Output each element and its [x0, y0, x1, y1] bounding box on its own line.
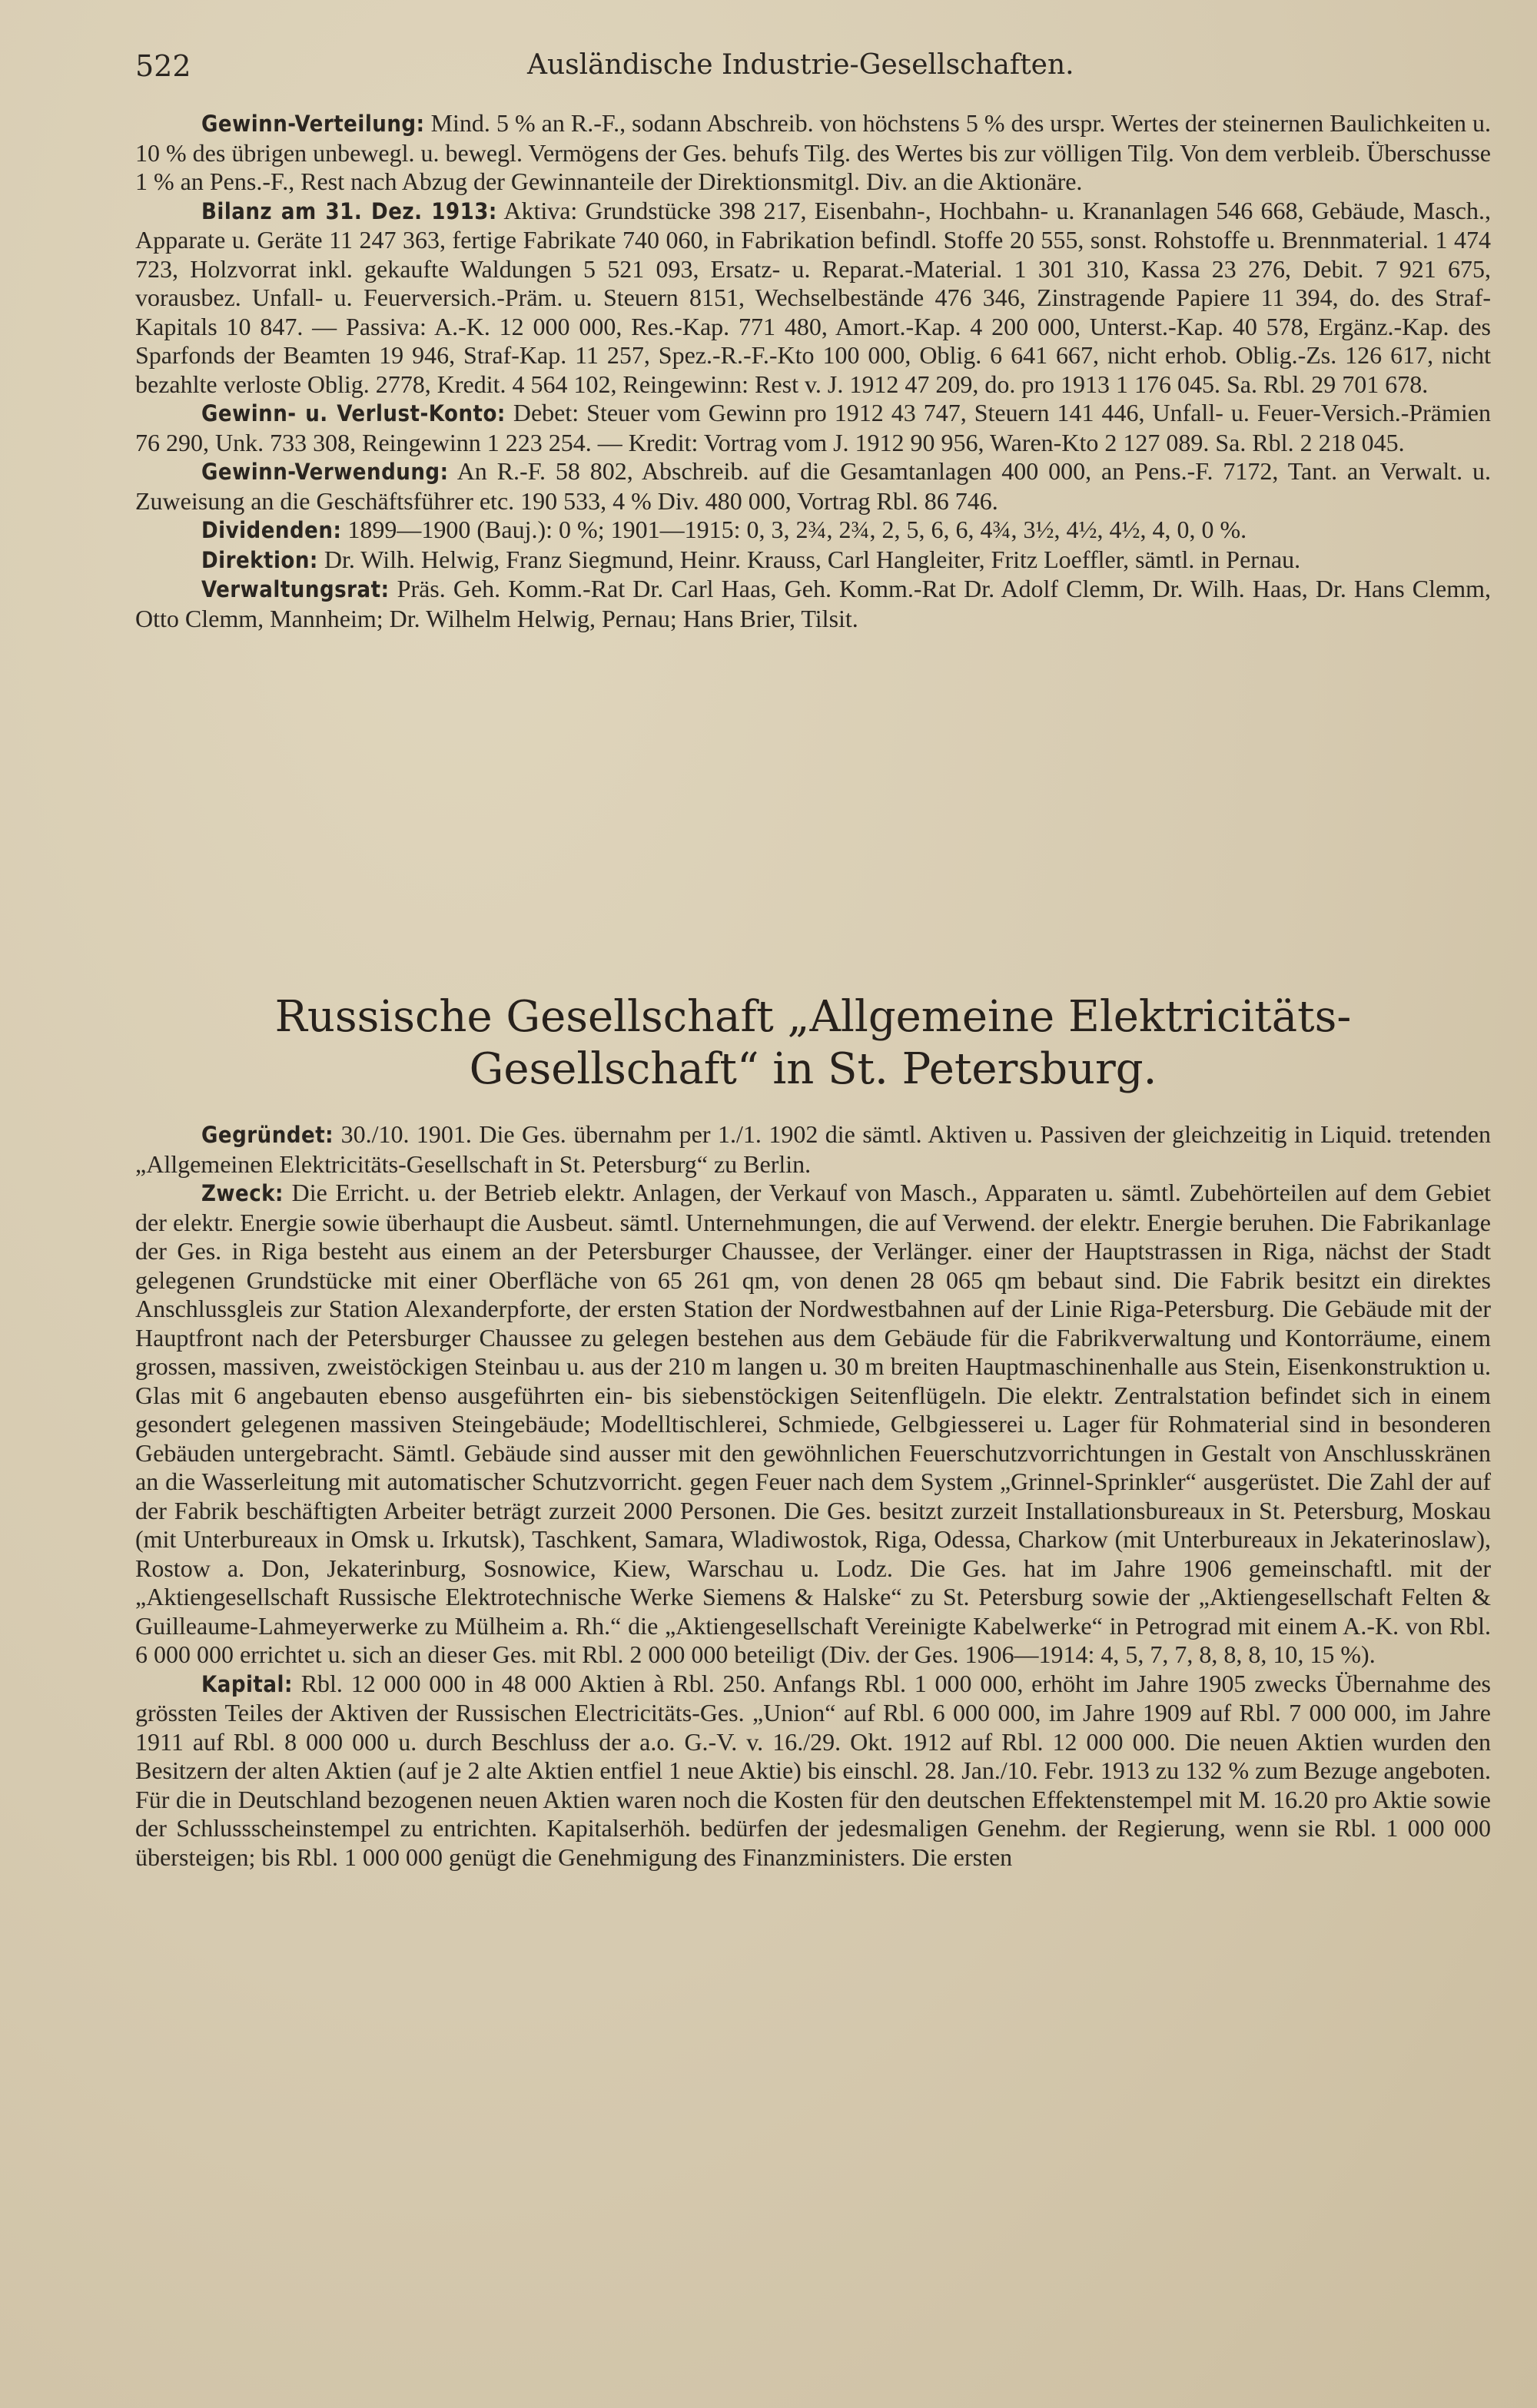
- company-title: [135, 991, 1491, 1096]
- profit-loss-paragraph: [135, 399, 1491, 457]
- paragraph-label: Kapital:: [201, 1670, 293, 1697]
- profit-distribution-paragraph: [135, 109, 1491, 197]
- paragraph-text: Rbl. 12 000 000 in 48 000 Aktien à Rbl. 250. Anfangs Rbl. 1 000 000, erhöht im Jahre 1905 zwecks Übernahme des grössten Teiles der Aktiven der Russischen Electricitäts-Ges. „Union“ auf Rbl. 6 000 000, im Jahre 1909 auf Rbl. 7 000 000, im Jahre 1911 auf Rbl. 8 000 000 u. durch Beschluss der a.o. G.-V. v. 16./29. Okt. 1912 auf Rbl. 12 000 000. Die neuen Aktien wurden den Besitzern der alten Aktien (auf je 2 alte Aktien entfiel 1 neue Aktie) bis einschl. 28. Jan./10. Febr. 1913 zu 132 % zum Bezuge angeboten. Für die in Deutschland bezogenen neuen Aktien waren noch die Kosten für den deutschen Effektenstempel mit M. 16.20 pro Aktie sowie der Schlussscheinstempel zu entrichten. Kapitalserhöh. bedürfen der jedesmaligen Genehm. der Regierung, wenn sie Rbl. 1 000 000 übersteigen; bis Rbl. 1 000 000 genügt die Genehmigung des Finanzministers. Die ersten: [135, 1669, 1492, 1871]
- paragraph-label: Zweck:: [201, 1180, 284, 1206]
- balance-sheet-paragraph: [135, 197, 1491, 400]
- paragraph-text: Debet: Steuer vom Gewinn pro 1912 43 747, Steuern 141 446, Unfall- u. Feuer-Versich.-Prämien 76 290, Unk. 733 308, Reingewinn 1 223 254. — Kredit: Vortrag vom J. 1912 90 956, Waren-Kto 2 127 089. Sa. Rbl. 2 218 045.: [135, 399, 1491, 456]
- capital-paragraph: [135, 1670, 1491, 1872]
- paragraph-label: Gewinn-Verwendung:: [201, 459, 449, 485]
- paragraph-label: Verwaltungsrat:: [201, 576, 390, 602]
- founded-paragraph: [135, 1120, 1491, 1179]
- paragraph-text: 1899—1900 (Bauj.): 0 %; 1901—1915: 0, 3, 2¾, 2¾, 2, 5, 6, 6, 4¾, 3½, 4½, 4½, 4, 0, 0 %.: [347, 516, 1247, 543]
- paragraph-label: Gewinn- u. Verlust-Konto:: [201, 400, 506, 426]
- paragraph-text: Dr. Wilh. Helwig, Franz Siegmund, Heinr. Krauss, Carl Hangleiter, Fritz Loeffler, sämtl. in Pernau.: [324, 545, 1301, 573]
- paragraph-label: Gegründet:: [201, 1122, 334, 1148]
- directors-paragraph: [135, 546, 1491, 575]
- page-number: 522: [135, 49, 191, 83]
- purpose-paragraph: [135, 1179, 1491, 1670]
- paragraph-text: Aktiva: Grundstücke 398 217, Eisenbahn-, Hochbahn- u. Krananlagen 546 668, Gebäude, Masch., Apparate u. Geräte 11 247 363, fertige Fabrikate 740 060, in Fabrikation befindl. Stoffe 20 555, sonst. Rohstoffe u. Brennmaterial. 1 474 723, Holzvorrat inkl. gekaufte Waldungen 5 521 093, Ersatz- u. Reparat.-Material. 1 301 310, Kassa 23 276, Debit. 7 921 675, vorausbez. Unfall- u. Feuerversich.-Präm. u. Steuern 8151, Wechselbestände 476 346, Zinstragende Papiere 11 394, do. des Straf-Kapitals 10 847. — Passiva: A.-K. 12 000 000, Res.-Kap. 771 480, Amort.-Kap. 4 200 000, Unterst.-Kap. 40 578, Ergänz.-Kap. des Sparfonds der Beamten 19 946, Straf-Kap. 11 257, Spez.-R.-F.-Kto 100 000, Oblig. 6 641 667, nicht erhob. Oblig.-Zs. 126 617, nicht bezahlte verloste Oblig. 2778, Kredit. 4 564 102, Reingewinn: Rest v. J. 1912 47 209, do. pro 1913 1 176 045. Sa. Rbl. 29 701 678.: [135, 196, 1491, 398]
- running-head: [135, 49, 1488, 92]
- paragraph-text: An R.-F. 58 802, Abschreib. auf die Gesamtanlagen 400 000, an Pens.-F. 7172, Tant. an Verwalt. u. Zuweisung an die Geschäftsführer etc. 190 533, 4 % Div. 480 000, Vortrag Rbl. 86 746.: [135, 457, 1492, 515]
- company-title-line-2: Gesellschaft“ in St. Petersburg.: [469, 1044, 1157, 1094]
- paragraph-label: Bilanz am 31. Dez. 1913:: [201, 197, 497, 224]
- second-company-section: [135, 1120, 1491, 1872]
- paragraph-label: Direktion:: [201, 546, 318, 573]
- paragraph-text: Präs. Geh. Komm.-Rat Dr. Carl Haas, Geh. Komm.-Rat Dr. Adolf Clemm, Dr. Wilh. Haas, Dr. Hans Clemm, Otto Clemm, Mannheim; Dr. Wilhelm Helwig, Pernau; Hans Brier, Tilsit.: [135, 575, 1492, 632]
- paragraph-text: 30./10. 1901. Die Ges. übernahm per 1./1. 1902 die sämtl. Aktiven u. Passiven der gleichzeitig in Liquid. tretenden „Allgemeinen Elektricitäts-Gesellschaft in St. Petersburg“ zu Berlin.: [135, 1120, 1492, 1178]
- dividends-paragraph: [135, 516, 1491, 546]
- board-paragraph: [135, 575, 1491, 633]
- paragraph-text: Die Erricht. u. der Betrieb elektr. Anlagen, der Verkauf von Masch., Apparaten u. sämtl. Zubehörteilen auf dem Gebiet der elektr. Energie sowie überhaupt die Ausbeut. sämtl. Unternehmungen, die auf Verwend. der elektr. Energie beruhen. Die Fabrikanlage der Ges. in Riga besteht aus einem an der Petersburger Chaussee, der Verlänger. einer der Hauptstrassen in Riga, nächst der Stadt gelegenen Grundstücke mit einer Oberfläche von 65 261 qm, von denen 28 065 qm bebaut sind. Die Fabrik besitzt ein direktes Anschlussgleis zur Station Alexanderpforte, der ersten Station der Nordwestbahnen auf der Linie Riga-Petersburg. Die Gebäude mit der Hauptfront nach der Petersburger Chaussee zu gelegen bestehen aus dem Gebäude für die Fabrikverwaltung und Kontorräume, einem grossen, massiven, zweistöckigen Steinbau u. aus der 210 m langen u. 30 m breiten Hauptmaschinenhalle aus Stein, Eisenkonstruktion u. Glas mit 6 angebauten ebenso ausgeführten ein- bis siebenstöckigen Seitenflügeln. Die elektr. Zentralstation befindet sich in einem gesondert gelegenen massiven Steingebäude; Modelltischlerei, Schmiede, Gelbgiesserei u. Lager für Rohmaterial sind in besonderen Gebäuden untergebracht. Sämtl. Gebäude sind ausser mit den gewöhnlichen Feuerschutzvorrichtungen in Gestalt von Anschlusskränen an die Wasserleitung mit automatischer Schutzvorricht. gegen Feuer nach dem System „Grinnel-Sprinkler“ ausgerüstet. Die Zahl der auf der Fabrik beschäftigten Arbeiter beträgt zurzeit 2000 Personen. Die Ges. besitzt zurzeit Installationsbureaux in St. Petersburg, Moskau (mit Unterbureaux in Omsk u. Irkutsk), Taschkent, Samara, Wladiwostok, Riga, Odessa, Charkow (mit Unterbureaux in Jekaterinoslaw), Rostow a. Don, Jekaterinburg, Sosnowice, Kiew, Warschau u. Lodz. Die Ges. hat im Jahre 1906 gemeinschaftl. mit der „Aktiengesellschaft Russische Elektrotechnische Werke Siemens & Halske“ zu St. Petersburg sowie der „Aktiengesellschaft Felten & Guilleaume-Lahmeyerwerke zu Mülheim a. Rh.“ die „Aktiengesellschaft Vereinigte Kabelwerke“ in Petrograd mit einem A.-K. von Rbl. 6 000 000 errichtet u. sich an dieser Ges. mit Rbl. 2 000 000 beteiligt (Div. der Ges. 1906—1914: 4, 5, 7, 7, 8, 8, 8, 10, 15 %).: [135, 1179, 1492, 1668]
- first-company-section: [135, 109, 1491, 633]
- paragraph-label: Dividenden:: [201, 517, 342, 543]
- paragraph-label: Gewinn-Verteilung:: [201, 111, 425, 137]
- running-title: Ausländische Industrie-Gesellschaften.: [527, 49, 1074, 81]
- profit-use-paragraph: [135, 457, 1491, 516]
- company-title-line-1: Russische Gesellschaft „Allgemeine Elektricitäts-: [274, 992, 1352, 1042]
- paragraph-text: Mind. 5 % an R.-F., sodann Abschreib. von höchstens 5 % des urspr. Wertes der steinernen Baulichkeiten u. 10 % des übrigen unbewegl. u. bewegl. Vermögens der Ges. behufs Tilg. des Wertes bis zur völligen Tilg. Von dem verbleib. Überschusse 1 % an Pens.-F., Rest nach Abzug der Gewinnanteile der Direktionsmitgl. Div. an die Aktionäre.: [135, 109, 1491, 195]
